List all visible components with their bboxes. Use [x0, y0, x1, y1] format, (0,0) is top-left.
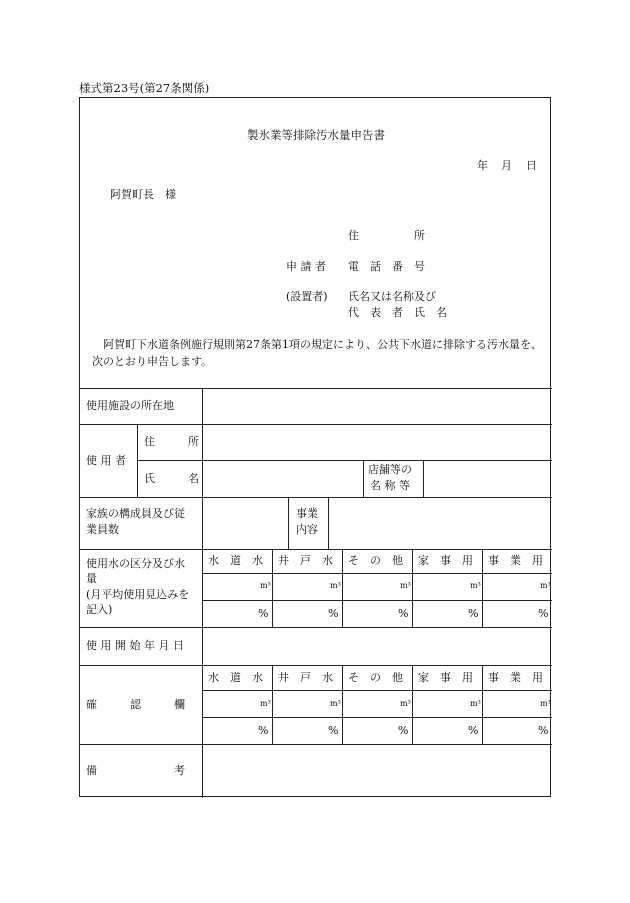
column-header-other: そ の 他 — [348, 554, 403, 567]
unit-percent: % — [468, 724, 479, 737]
column-divider — [137, 424, 138, 497]
applicant-phone-label: 電 話 番 号 — [348, 260, 425, 273]
row-divider — [80, 388, 552, 389]
column-divider — [288, 497, 289, 549]
unit-volume: m³ — [260, 699, 271, 708]
row-divider — [202, 690, 552, 691]
form-title: 製氷業等排除汚水量申告書 — [247, 128, 385, 142]
column-divider — [412, 665, 413, 744]
column-divider — [482, 665, 483, 744]
water-use-label-line4: 記入) — [86, 603, 113, 616]
applicant-name-label-line1: 氏名又は名称及び — [348, 290, 436, 303]
water-use-label-line2: 量 — [86, 572, 97, 585]
form-frame — [79, 97, 551, 797]
column-divider — [202, 388, 203, 798]
row-divider — [80, 744, 552, 745]
unit-volume: m³ — [540, 699, 551, 708]
water-use-label-line1: 使用水の区分及び水 — [86, 557, 185, 570]
unit-volume: m³ — [470, 699, 481, 708]
unit-percent: % — [538, 724, 549, 737]
business-label-line2: 内容 — [296, 523, 318, 536]
row-divider — [202, 600, 552, 601]
family-label-line2: 業員数 — [86, 523, 119, 536]
remarks-label: 備 考 — [86, 764, 185, 777]
confirm-column-well-water: 井 戸 水 — [278, 671, 333, 684]
unit-volume: m³ — [470, 581, 481, 590]
applicant-name-label-line2: 代 表 者 氏 名 — [348, 306, 447, 319]
column-divider — [342, 665, 343, 744]
row-divider — [202, 717, 552, 718]
unit-percent: % — [328, 724, 339, 737]
store-name-label-line2: 名 称 等 — [370, 479, 410, 492]
confirm-column-other: そ の 他 — [348, 671, 403, 684]
row-divider — [137, 460, 552, 461]
applicant-role-label: 申 請 者 — [286, 260, 326, 273]
unit-volume: m³ — [330, 699, 341, 708]
user-name-label: 氏 名 — [144, 472, 199, 485]
confirm-column-tap-water: 水 道 水 — [208, 671, 263, 684]
date-month: 月 — [501, 159, 512, 172]
start-date-label: 使 用 開 始 年 月 日 — [86, 639, 184, 652]
column-header-tap-water: 水 道 水 — [208, 554, 263, 567]
column-divider — [272, 549, 273, 627]
declaration-text: 阿賀町下水道条例施行規則第27条第1項の規定により、公共下水道に排除する汚水量を、次のとおり申告します。 — [92, 338, 542, 368]
family-label-line1: 家族の構成員及び従 — [86, 507, 185, 520]
water-use-label-line3: (月平均使用見込みを — [86, 588, 190, 601]
unit-percent: % — [328, 607, 339, 620]
unit-volume: m³ — [540, 581, 551, 590]
column-divider — [272, 665, 273, 744]
facility-location-label: 使用施設の所在地 — [86, 399, 174, 412]
form-number: 様式第23号(第27条関係) — [79, 81, 210, 95]
column-divider — [423, 460, 424, 497]
unit-volume: m³ — [400, 581, 411, 590]
unit-percent: % — [258, 607, 269, 620]
column-divider — [342, 549, 343, 627]
column-divider — [412, 549, 413, 627]
confirmation-label: 確 認 欄 — [86, 698, 185, 711]
date-day: 日 — [526, 159, 537, 172]
column-divider — [482, 549, 483, 627]
unit-volume: m³ — [260, 581, 271, 590]
unit-percent: % — [468, 607, 479, 620]
applicant-address-label: 住 所 — [348, 229, 425, 242]
row-divider — [202, 573, 552, 574]
user-label: 使 用 者 — [86, 454, 126, 467]
unit-volume: m³ — [330, 581, 341, 590]
column-header-well-water: 井 戸 水 — [278, 554, 333, 567]
applicant-installer-label: (設置者) — [286, 290, 328, 303]
column-divider — [328, 497, 329, 549]
date-year: 年 — [477, 159, 488, 172]
store-name-label-line1: 店舗等の — [368, 463, 412, 476]
unit-percent: % — [398, 724, 409, 737]
column-divider — [363, 460, 364, 497]
business-label-line1: 事業 — [296, 507, 318, 520]
unit-percent: % — [538, 607, 549, 620]
row-divider — [80, 497, 552, 498]
column-header-business: 事 業 用 — [488, 554, 543, 567]
user-address-label: 住 所 — [144, 435, 199, 448]
row-divider — [80, 424, 552, 425]
unit-percent: % — [398, 607, 409, 620]
unit-volume: m³ — [400, 699, 411, 708]
row-divider — [80, 627, 552, 628]
recipient: 阿賀町長 様 — [110, 188, 176, 201]
confirm-column-household: 家 事 用 — [418, 671, 473, 684]
unit-percent: % — [258, 724, 269, 737]
confirm-column-business: 事 業 用 — [488, 671, 543, 684]
column-header-household: 家 事 用 — [418, 554, 473, 567]
